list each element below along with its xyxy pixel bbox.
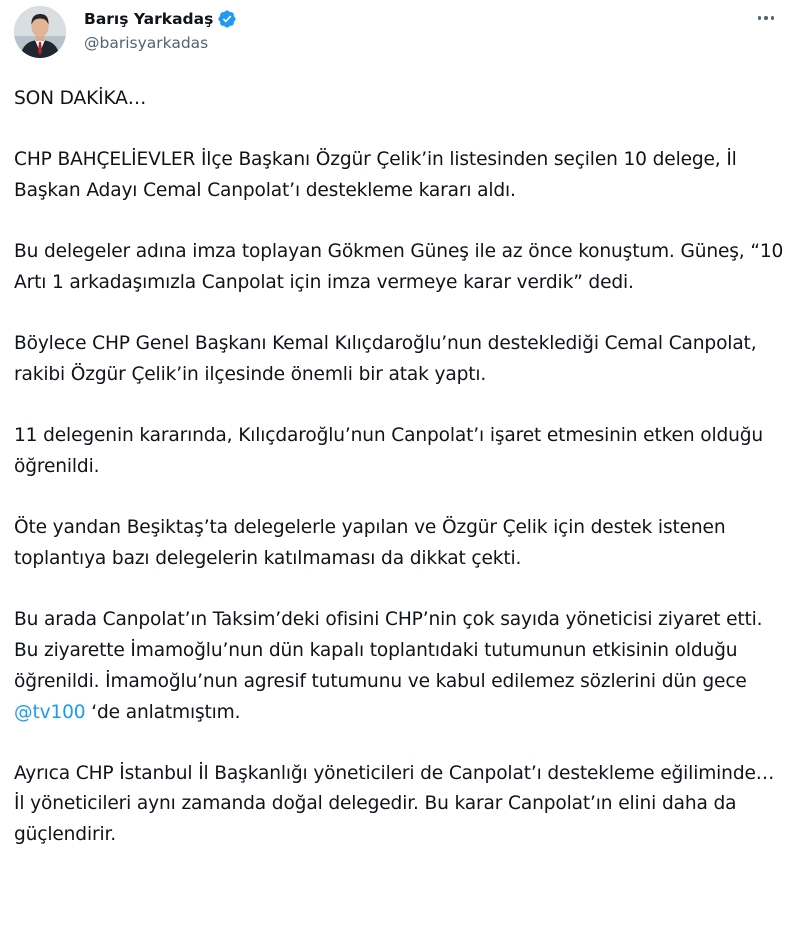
tweet-paragraph: CHP BAHÇELİEVLER İlçe Başkanı Özgür Çelik’in listesinden seçilen 10 delege, İl Başkan Adayı Cemal Canpolat’ı destekleme kararı aldı. xyxy=(14,149,737,201)
avatar[interactable] xyxy=(14,6,66,58)
tweet-header xyxy=(14,6,786,62)
tweet-paragraph-with-mention xyxy=(14,605,784,728)
tweet-paragraph: SON DAKİKA… xyxy=(14,88,147,109)
mention-link[interactable]: @tv100 xyxy=(14,701,86,723)
more-options-icon[interactable] xyxy=(752,8,780,28)
tweet-paragraph: 11 delegenin kararında, Kılıçdaroğlu’nun Canpolat’ı işaret etmesinin etken olduğu öğrenildi. xyxy=(14,425,764,477)
tweet-paragraph: Böylece CHP Genel Başkanı Kemal Kılıçdaroğlu’nun desteklediği Cemal Canpolat, rakibi Özgür Çelik’in ilçesinde önemli bir atak yaptı. xyxy=(14,333,757,385)
paragraph-text: ‘de anlatmıştım. xyxy=(85,701,241,723)
paragraph-text: Bu arada Canpolat’ın Taksim’deki ofisini CHP’nin çok sayıda yöneticisi ziyaret etti. Bu ziyarette İmamoğlu’nun dün kapalı toplantıdaki tutumunun etkisinin olduğu öğrenildi. İmamoğlu’nun agresif tutumunu ve kabul edilemez sözlerini dün gece xyxy=(14,609,763,692)
verified-badge-icon xyxy=(217,9,237,29)
author-handle[interactable]: @barisyarkadas xyxy=(84,34,209,52)
tweet-paragraph: Ayrıca CHP İstanbul İl Başkanlığı yöneticileri de Canpolat’ı destekleme eğiliminde… İl yöneticileri aynı zamanda doğal delegedir. Bu karar Canpolat’ın elini daha da güçlendirir. xyxy=(14,762,775,846)
tweet-paragraph: Öte yandan Beşiktaş’ta delegelerle yapılan ve Özgür Çelik için destek istenen toplantıya bazı delegelerin katılmaması da dikkat çekti. xyxy=(14,517,726,569)
tweet-text xyxy=(14,84,784,881)
tweet-paragraph: Bu delegeler adına imza toplayan Gökmen Güneş ile az önce konuştum. Güneş, “10 Artı 1 arkadaşımızla Canpolat için imza vermeye karar verdik” dedi. xyxy=(14,241,784,293)
display-name-row xyxy=(84,8,237,30)
display-name[interactable]: Barış Yarkadaş xyxy=(84,10,214,28)
avatar-image xyxy=(14,6,66,58)
author-names xyxy=(84,8,237,52)
